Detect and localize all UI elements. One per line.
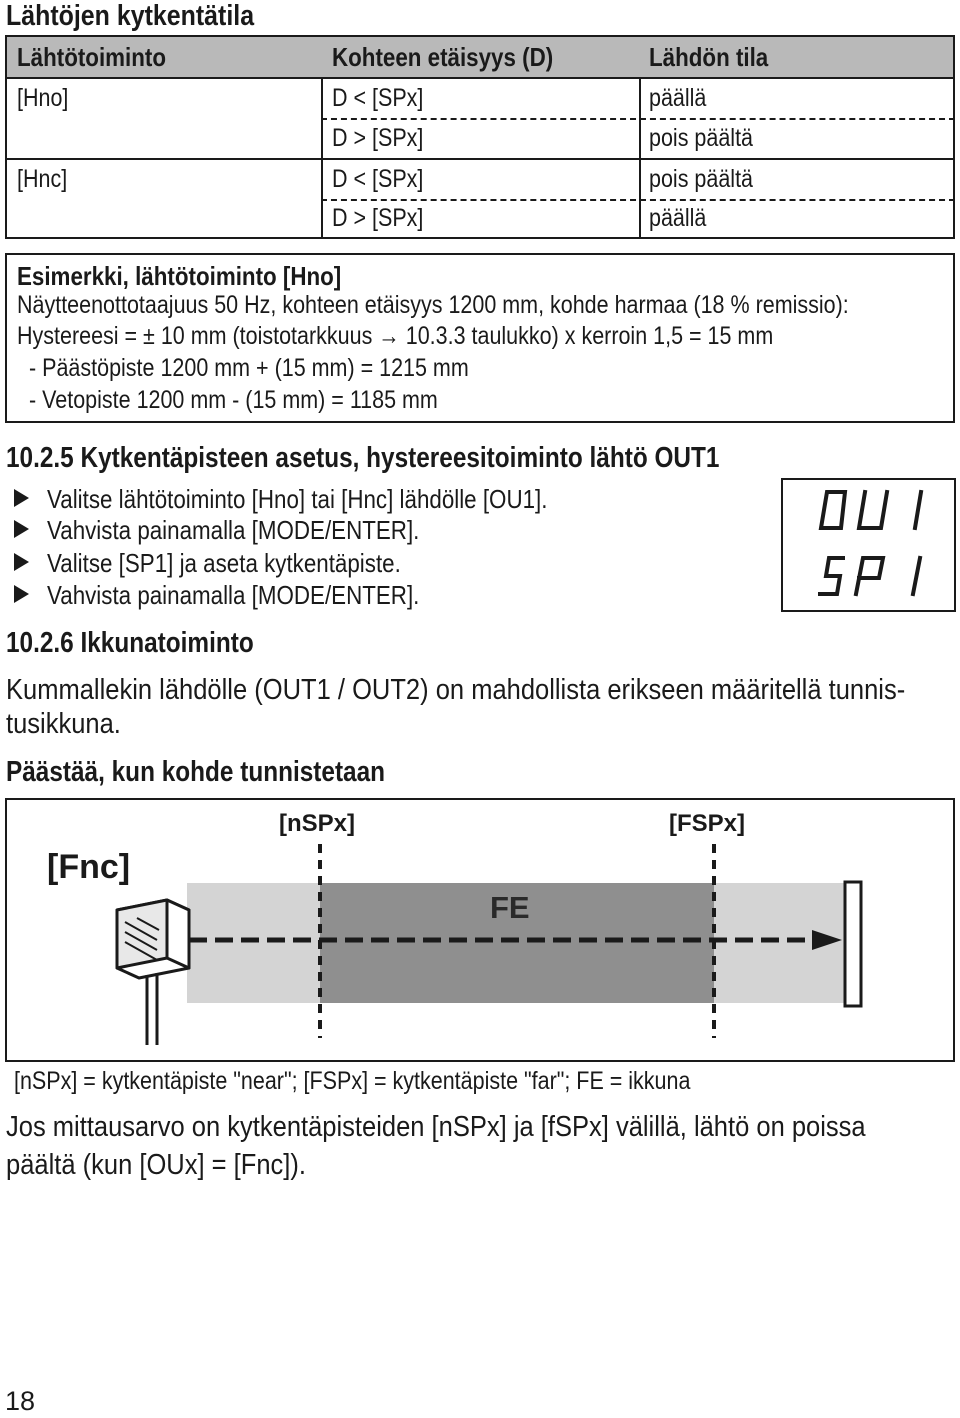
table-cell-function: [Hno] <box>17 84 69 112</box>
window-label: FE <box>490 890 530 925</box>
bullet-triangle-icon <box>14 585 29 603</box>
table-header-distance: Kohteen etäisyys (D) <box>332 42 554 72</box>
table-cell-distance: D > [SPx] <box>332 124 424 152</box>
diagram-graphic <box>7 800 953 1060</box>
step-text: Valitse lähtötoiminto [Hno] tai [Hnc] lähdölle [OU1]. <box>47 484 548 514</box>
step-text: Vahvista painamalla [MODE/ENTER]. <box>47 580 420 610</box>
sensor-icon <box>117 900 189 1045</box>
step-item <box>14 515 480 546</box>
bullet-triangle-icon <box>14 489 29 507</box>
window-function-diagram <box>5 798 955 1062</box>
table-header-divider <box>7 77 953 79</box>
diagram-mode-label: [Fnc] <box>47 848 131 886</box>
table-cell-distance: D < [SPx] <box>332 165 424 193</box>
paragraph-line: Kummallekin lähdölle (OUT1 / OUT2) on mahdollista erikseen määritellä tunnis- <box>6 674 906 706</box>
example-line: - Päästöpiste 1200 mm + (15 mm) = 1215 mm <box>29 354 469 382</box>
example-heading: Esimerkki, lähtötoiminto [Hno] <box>17 261 342 291</box>
example-box <box>5 253 955 423</box>
table-cell-distance: D < [SPx] <box>332 84 424 112</box>
table-cell-state: päällä <box>649 84 707 112</box>
display-char-1 <box>915 492 921 528</box>
segment-display-box <box>781 478 956 612</box>
table-header-row <box>7 37 953 79</box>
step-item <box>14 484 629 515</box>
section-title: Lähtöjen kytkentätila <box>6 0 255 32</box>
table-header-state: Lähdön tila <box>649 42 769 72</box>
display-char-o <box>821 492 845 528</box>
display-char-s <box>820 558 843 594</box>
step-text: Valitse [SP1] ja aseta kytkentäpiste. <box>47 548 401 578</box>
section-heading-10-2-5: 10.2.5 Kytkentäpisteen asetus, hystereesitoiminto lähtö OUT1 <box>6 442 720 474</box>
diagram-legend: [nSPx] = kytkentäpiste "near"; [FSPx] = kytkentäpiste "far"; FE = ikkuna <box>14 1067 691 1095</box>
closing-paragraph-line: päältä (kun [OUx] = [Fnc]). <box>6 1149 306 1181</box>
table-cell-state: pois päältä <box>649 124 754 152</box>
display-char-u <box>859 492 887 528</box>
table-header-function: Lähtötoiminto <box>17 42 167 72</box>
section-heading-10-2-6: 10.2.6 Ikkunatoiminto <box>6 627 254 659</box>
row-divider-dashed <box>321 118 955 120</box>
segment-display-graphic <box>783 480 954 610</box>
row-divider <box>7 158 953 160</box>
step-text: Vahvista painamalla [MODE/ENTER]. <box>47 515 420 545</box>
table-cell-distance: D > [SPx] <box>332 204 424 232</box>
example-line: Näytteenottotaajuus 50 Hz, kohteen etäisyys 1200 mm, kohde harmaa (18 % remissio): <box>17 291 849 319</box>
step-item <box>14 580 480 611</box>
sub-heading: Päästää, kun kohde tunnistetaan <box>6 756 386 788</box>
example-line: - Vetopiste 1200 mm - (15 mm) = 1185 mm <box>29 386 438 414</box>
bullet-triangle-icon <box>14 520 29 538</box>
closing-paragraph-line: Jos mittausarvo on kytkentäpisteiden [nSPx] ja [fSPx] välillä, lähtö on poissa <box>6 1111 866 1143</box>
output-state-table <box>5 35 955 239</box>
near-switch-point-label: [nSPx] <box>279 810 356 837</box>
bullet-triangle-icon <box>14 553 29 571</box>
display-char-p <box>856 558 883 594</box>
paragraph-line: tusikkuna. <box>6 708 121 740</box>
example-line: Hystereesi = ± 10 mm (toistotarkkuus → 10.3.3 taulukko) x kerroin 1,5 = 15 mm <box>17 322 774 350</box>
table-cell-state: päällä <box>649 204 707 232</box>
target-object <box>845 882 861 1006</box>
far-switch-point-label: [FSPx] <box>669 810 746 837</box>
row-divider-dashed <box>321 199 955 201</box>
step-item <box>14 548 458 579</box>
display-char-1 <box>913 558 920 594</box>
table-cell-state: pois päältä <box>649 165 754 193</box>
page-number: 18 <box>5 1386 36 1416</box>
table-cell-function: [Hnc] <box>17 165 68 193</box>
